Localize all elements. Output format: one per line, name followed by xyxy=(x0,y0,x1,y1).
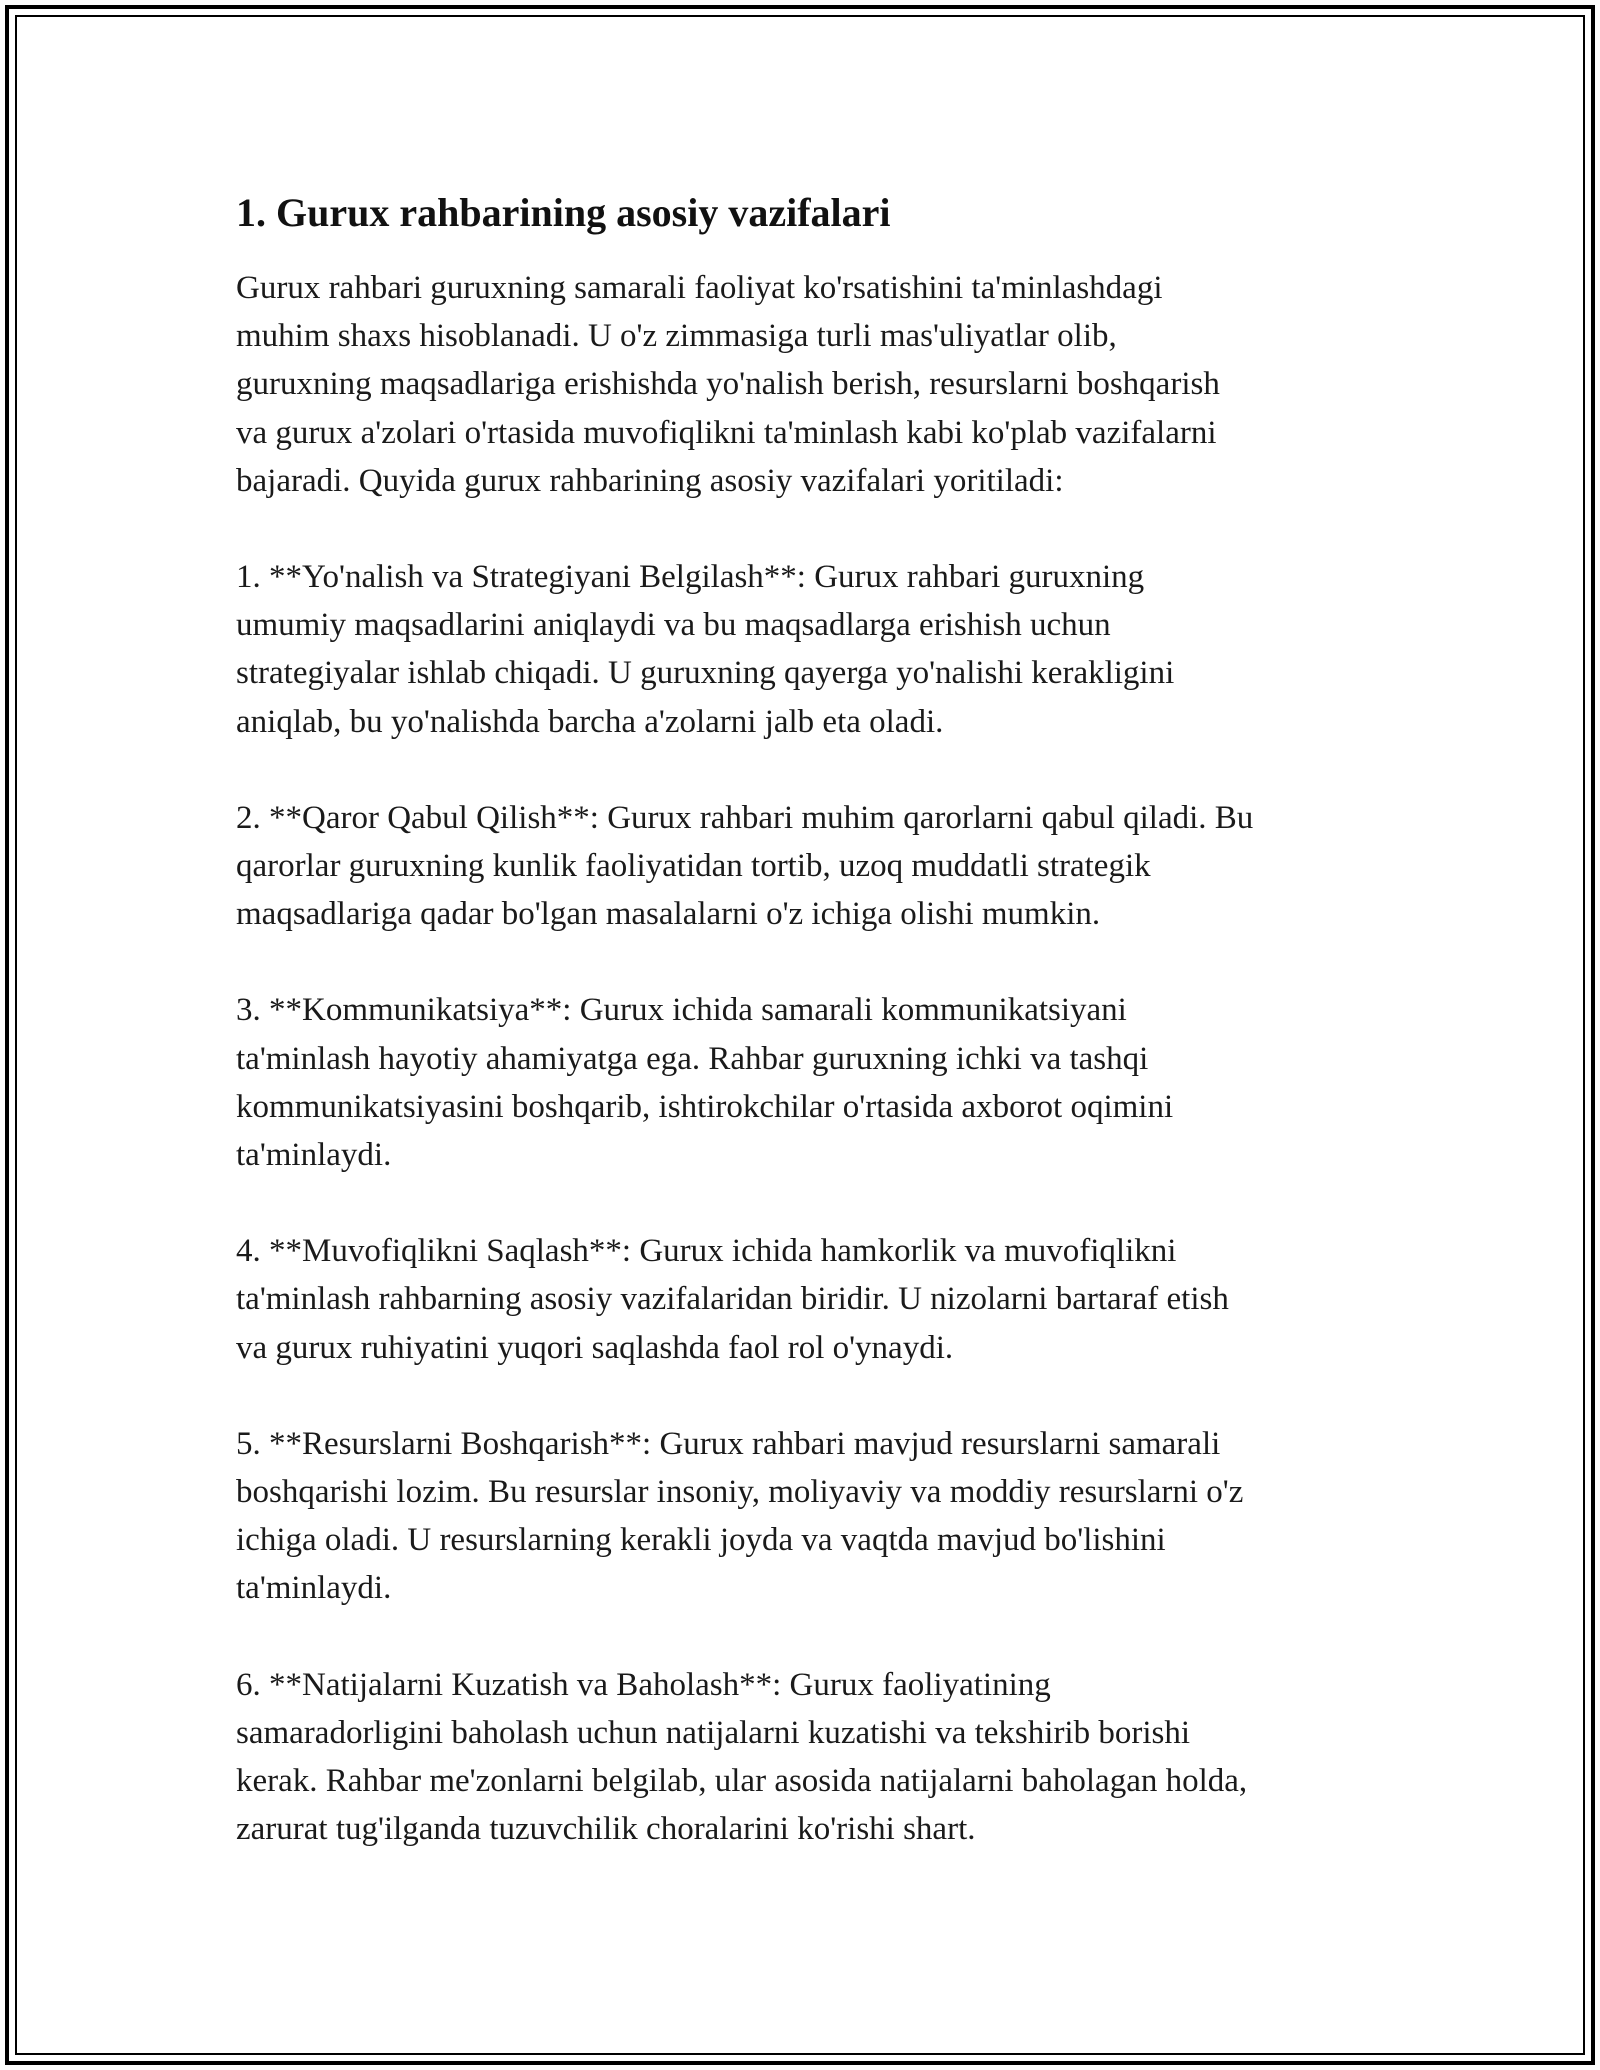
text-line: 5. **Resurslarni Boshqarish**: Gurux rahbari mavjud resurslarni samarali xyxy=(236,1425,1221,1462)
text-line: muhim shaxs hisoblanadi. U o'z zimmasiga turli mas'uliyatlar olib, xyxy=(236,318,1117,355)
text-line: kommunikatsiyasini boshqarib, ishtirokchilar o'rtasida axborot oqimini xyxy=(236,1088,1174,1125)
text-line: ta'minlash rahbarning asosiy vazifalaridan biridir. U nizolarni bartaraf etish xyxy=(236,1281,1229,1318)
text-line: bajaradi. Quyida gurux rahbarining asosiy vazifalari yoritiladi: xyxy=(236,462,1064,499)
text-line: kerak. Rahbar me'zonlarni belgilab, ular asosida natijalarni baholagan holda, xyxy=(236,1763,1248,1800)
text-line: boshqarishi lozim. Bu resurslar insoniy, moliyaviy va moddiy resurslarni o'z xyxy=(236,1474,1244,1511)
list-item-paragraph-2 xyxy=(236,794,1376,939)
text-line: ta'minlaydi. xyxy=(236,1137,392,1174)
text-line: zarurat tug'ilganda tuzuvchilik choralarini ko'rishi shart. xyxy=(236,1811,976,1848)
text-line: 2. **Qaror Qabul Qilish**: Gurux rahbari muhim qarorlarni qabul qiladi. Bu xyxy=(236,799,1254,836)
list-item-paragraph-3 xyxy=(236,986,1376,1179)
text-line: va gurux ruhiyatini yuqori saqlashda faol rol o'ynaydi. xyxy=(236,1329,954,1366)
text-line: samaradorligini baholash uchun natijalarni kuzatishi va tekshirib borishi xyxy=(236,1714,1191,1751)
text-line: ichiga oladi. U resurslarning kerakli joyda va vaqtda mavjud bo'lishini xyxy=(236,1522,1166,1559)
text-line: 6. **Natijalarni Kuzatish va Baholash**: Gurux faoliyatining xyxy=(236,1666,1051,1703)
list-item-paragraph-1 xyxy=(236,553,1376,746)
list-item-paragraph-4 xyxy=(236,1227,1376,1372)
text-line: umumiy maqsadlarini aniqlaydi va bu maqsadlarga erishish uchun xyxy=(236,607,1111,644)
section-heading: 1. Gurux rahbarining asosiy vazifalari xyxy=(236,190,891,235)
text-line: Gurux rahbari guruxning samarali faoliyat ko'rsatishini ta'minlashdagi xyxy=(236,270,1163,306)
text-line: maqsadlariga qadar bo'lgan masalalarni o'z ichiga olishi mumkin. xyxy=(236,896,1101,933)
document-body xyxy=(236,188,1376,1901)
text-line: ta'minlaydi. xyxy=(236,1570,392,1607)
text-line: qarorlar guruxning kunlik faoliyatidan tortib, uzoq muddatli strategik xyxy=(236,848,1151,885)
text-line: 4. **Muvofiqlikni Saqlash**: Gurux ichida hamkorlik va muvofiqlikni xyxy=(236,1233,1177,1270)
text-line: va gurux a'zolari o'rtasida muvofiqlikni ta'minlash kabi ko'plab vazifalarni xyxy=(236,414,1217,451)
text-line: strategiyalar ishlab chiqadi. U guruxning qayerga yo'nalishi kerakligini xyxy=(236,655,1175,692)
text-line: ta'minlash hayotiy ahamiyatga ega. Rahbar guruxning ichki va tashqi xyxy=(236,1040,1149,1077)
list-item-paragraph-6 xyxy=(236,1661,1376,1854)
text-line: guruxning maqsadlariga erishishda yo'nalish berish, resurslarni boshqarish xyxy=(236,366,1220,403)
text-line: 1. **Yo'nalish va Strategiyani Belgilash**: Gurux rahbari guruxning xyxy=(236,559,1145,596)
text-line: aniqlab, bu yo'nalishda barcha a'zolarni jalb eta oladi. xyxy=(236,703,944,740)
intro-paragraph xyxy=(236,264,1376,505)
list-item-paragraph-5 xyxy=(236,1420,1376,1613)
text-line: 3. **Kommunikatsiya**: Gurux ichida samarali kommunikatsiyani xyxy=(236,992,1127,1029)
